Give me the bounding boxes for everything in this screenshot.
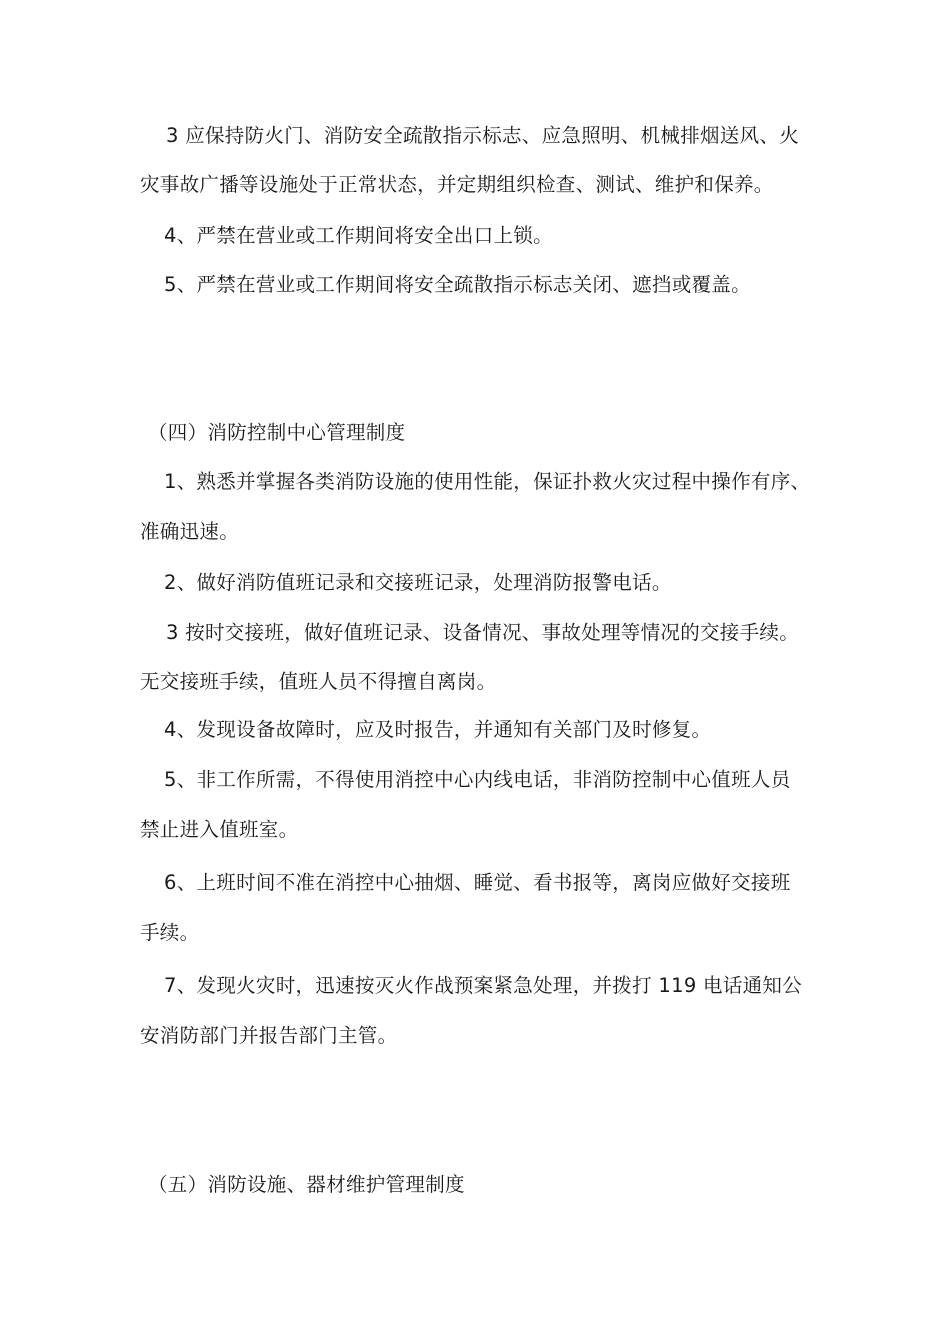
paragraph-line: 手续。: [140, 921, 200, 944]
paragraph-line: 3 应保持防火门、消防安全疏散指示标志、应急照明、机械排烟送风、火: [166, 124, 800, 147]
section-heading: （五）消防设施、器材维护管理制度: [148, 1173, 465, 1196]
paragraph-line: 准确迅速。: [140, 520, 240, 543]
paragraph-line: 4、发现设备故障时，应及时报告，并通知有关部门及时修复。: [164, 718, 712, 741]
paragraph-line: 灾事故广播等设施处于正常状态，并定期组织检查、测试、维护和保养。: [140, 173, 774, 196]
paragraph-line: 1、熟悉并掌握各类消防设施的使用性能，保证扑救火灾过程中操作有序、: [164, 470, 811, 493]
paragraph-line: 5、严禁在营业或工作期间将安全疏散指示标志关闭、遮挡或覆盖。: [164, 273, 751, 296]
section-heading: （四）消防控制中心管理制度: [148, 421, 406, 444]
paragraph-line: 3 按时交接班，做好值班记录、设备情况、事故处理等情况的交接手续。: [166, 621, 800, 644]
paragraph-line: 7、发现火灾时，迅速按灭火作战预案紧急处理，并拨打 119 电话通知公: [164, 974, 803, 997]
paragraph-line: 4、严禁在营业或工作期间将安全出口上锁。: [164, 224, 553, 247]
paragraph-line: 6、上班时间不准在消控中心抽烟、睡觉、看书报等，离岗应做好交接班: [164, 871, 791, 894]
paragraph-line: 5、非工作所需，不得使用消控中心内线电话，非消防控制中心值班人员: [164, 768, 791, 791]
paragraph-line: 禁止进入值班室。: [140, 818, 299, 841]
paragraph-line: 安消防部门并报告部门主管。: [140, 1024, 398, 1047]
paragraph-line: 2、做好消防值班记录和交接班记录，处理消防报警电话。: [164, 571, 672, 594]
paragraph-line: 无交接班手续，值班人员不得擅自离岗。: [140, 670, 497, 693]
